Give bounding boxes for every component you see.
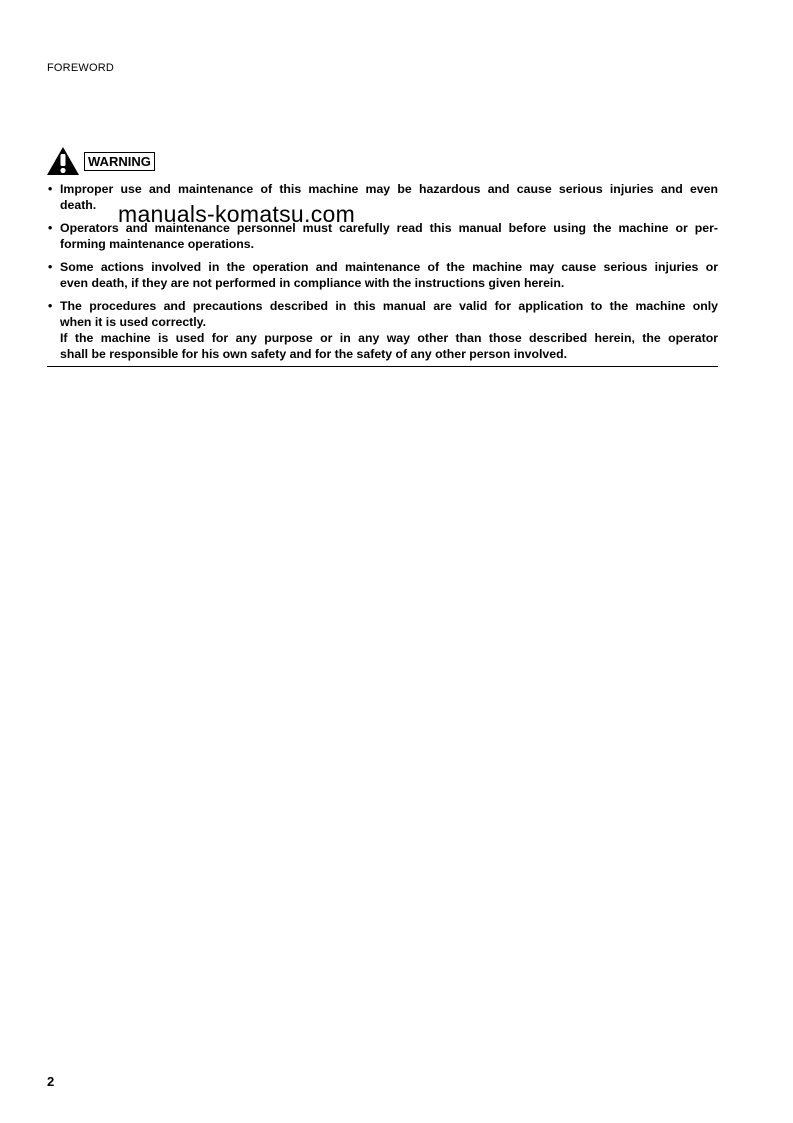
watermark: manuals-komatsu.com [118, 201, 356, 227]
text-line: Some actions involved in the operation and maintenance of the machine may cause serious injuries or [60, 260, 718, 274]
bullet: • [48, 299, 53, 313]
text-line: forming maintenance operations. [60, 237, 255, 251]
text-line: Improper use and maintenance of this machine may be hazardous and cause serious injuries and even [60, 182, 718, 196]
warning-label: WARNING [84, 152, 155, 171]
list-item [48, 259, 718, 291]
page-number: 2 [47, 1074, 55, 1089]
warning-triangle-icon [46, 146, 80, 176]
divider [47, 366, 718, 367]
bullet: • [48, 260, 53, 274]
text-line: If the machine is used for any purpose or in any way other than those described herein, the operator [60, 331, 718, 345]
text-line: death. [60, 198, 97, 212]
list-item [48, 298, 718, 362]
bullet: • [48, 182, 53, 196]
warning-heading [46, 146, 155, 176]
text-line: when it is used correctly. [60, 315, 207, 329]
text-line: shall be responsible for his own safety and for the safety of any other person involved. [60, 347, 568, 361]
text-line: The procedures and precautions described in this manual are valid for application to the machine only [60, 299, 718, 313]
section-header: FOREWORD [47, 62, 114, 74]
bullet: • [48, 221, 53, 235]
text-line: even death, if they are not performed in compliance with the instructions given herein. [60, 276, 565, 290]
text-line: Operators and maintenance personnel must carefully read this manual before using the machine or per- [60, 221, 718, 235]
